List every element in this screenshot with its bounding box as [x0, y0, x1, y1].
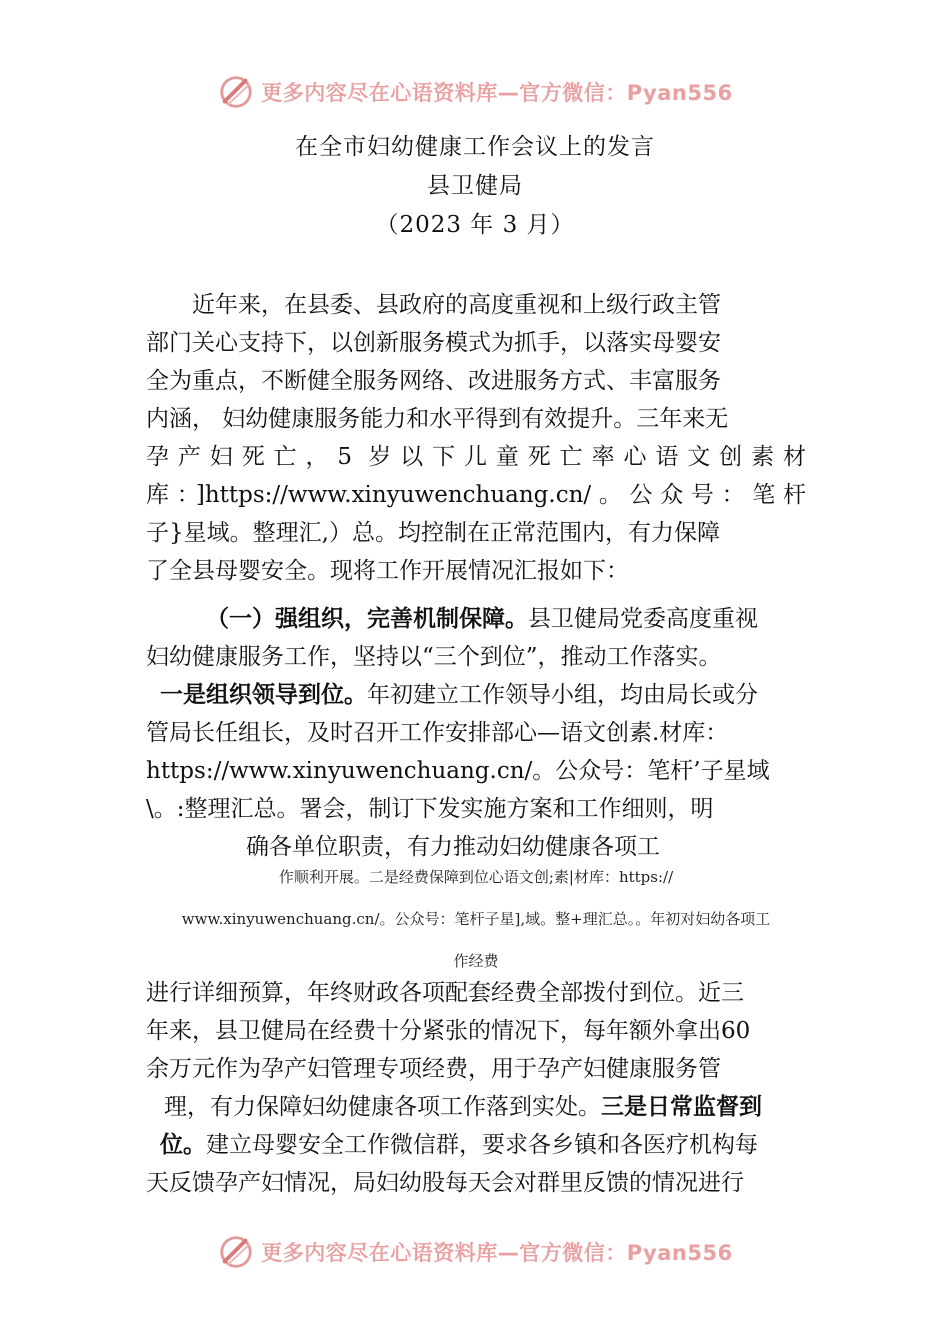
text-line: 位。建立母婴安全工作微信群，要求各乡镇和各医疗机构每	[160, 1132, 758, 1158]
paragraph-intro	[146, 286, 806, 590]
text-line: 全为重点，不断健全服务网络、改进服务方式、丰富服务	[146, 368, 721, 394]
text-line: 确各单位职责，有力推动妇幼健康各项工	[246, 834, 660, 860]
text-line: 年来，县卫健局在经费十分紧张的情况下，每年额外拿出60	[146, 1018, 751, 1044]
small-text-line: www.xinyuwenchuang.cn/。公众号：笔杆子星],域。整+理汇总。。年初对妇幼各项工	[181, 910, 771, 928]
small-text-line: 作经费	[453, 952, 499, 970]
text-line: 管局长任组长，及时召开工作安排部心—语文创素.材库：	[146, 720, 729, 746]
watermark-text: 更多内容尽在心语资料库—官方微信：Pyan556	[261, 81, 733, 105]
text-line: 理，有力保障妇幼健康各项工作落到实处。三是日常监督到	[164, 1094, 762, 1120]
text-line: （一）强组织，完善机制保障。县卫健局党委高度重视	[206, 606, 758, 632]
text-line: 库：]https://www.xinyuwenchuang.cn/。公众号：笔杆	[146, 482, 806, 508]
paragraph-funding	[146, 974, 806, 1202]
title-block	[0, 128, 950, 245]
text-line: \。:整理汇总。署会，制订下发实施方案和工作细则，明	[146, 796, 714, 822]
subheading-supervision-cont: 位。	[160, 1132, 206, 1158]
text-line: 子}星域。整理汇,）总。均控制在正常范围内，有力保障	[146, 520, 720, 546]
text-line: 天反馈孕产妇情况，局妇幼股每天会对群里反馈的情况进行	[146, 1170, 744, 1196]
text-line: 进行详细预算，年终财政各项配套经费全部拨付到位。近三	[146, 980, 744, 1006]
section-heading: （一）强组织，完善机制保障。	[206, 606, 528, 632]
subheading-organization: 一是组织领导到位。	[160, 682, 367, 708]
paragraph-section-one	[146, 600, 806, 866]
text-line: 部门关心支持下，以创新服务模式为抓手，以落实母婴安	[146, 330, 721, 356]
page-title: 在全市妇幼健康工作会议上的发言	[295, 134, 655, 160]
text-line: 余万元作为孕产妇管理专项经费，用于孕产妇健康服务管	[146, 1056, 721, 1082]
text-line: 近年来，在县委、县政府的高度重视和上级行政主管	[192, 292, 721, 318]
text-line: 了全县母婴安全。现将工作开展情况汇报如下：	[146, 558, 629, 584]
watermark-text: 更多内容尽在心语资料库—官方微信：Pyan556	[261, 1241, 733, 1265]
text-line: 孕产妇死亡，5 岁以下儿童死亡率心语文创素材	[146, 444, 806, 470]
document-date: （2023 年 3 月）	[375, 212, 575, 238]
issuing-organization: 县卫健局	[427, 173, 523, 199]
small-text-line: 作顺利开展。二是经费保障到位心语文创;素|材库：https://	[278, 868, 674, 886]
watermark-banner-bottom	[0, 1232, 950, 1272]
subheading-supervision: 三是日常监督到	[601, 1094, 762, 1120]
text-line: https://www.xinyuwenchuang.cn/。公众号：笔杆’子星域	[146, 758, 770, 784]
text-line: 一是组织领导到位。年初建立工作领导小组，均由局长或分	[160, 682, 758, 708]
watermark-logo-icon	[217, 1233, 255, 1271]
watermark-logo-icon	[217, 73, 255, 111]
text-line: 内涵， 妇幼健康服务能力和水平得到有效提升。三年来无	[146, 406, 729, 432]
watermark-banner-top	[0, 72, 950, 112]
text-line: 妇幼健康服务工作，坚持以“三个到位”，推动工作落实。	[146, 644, 722, 670]
